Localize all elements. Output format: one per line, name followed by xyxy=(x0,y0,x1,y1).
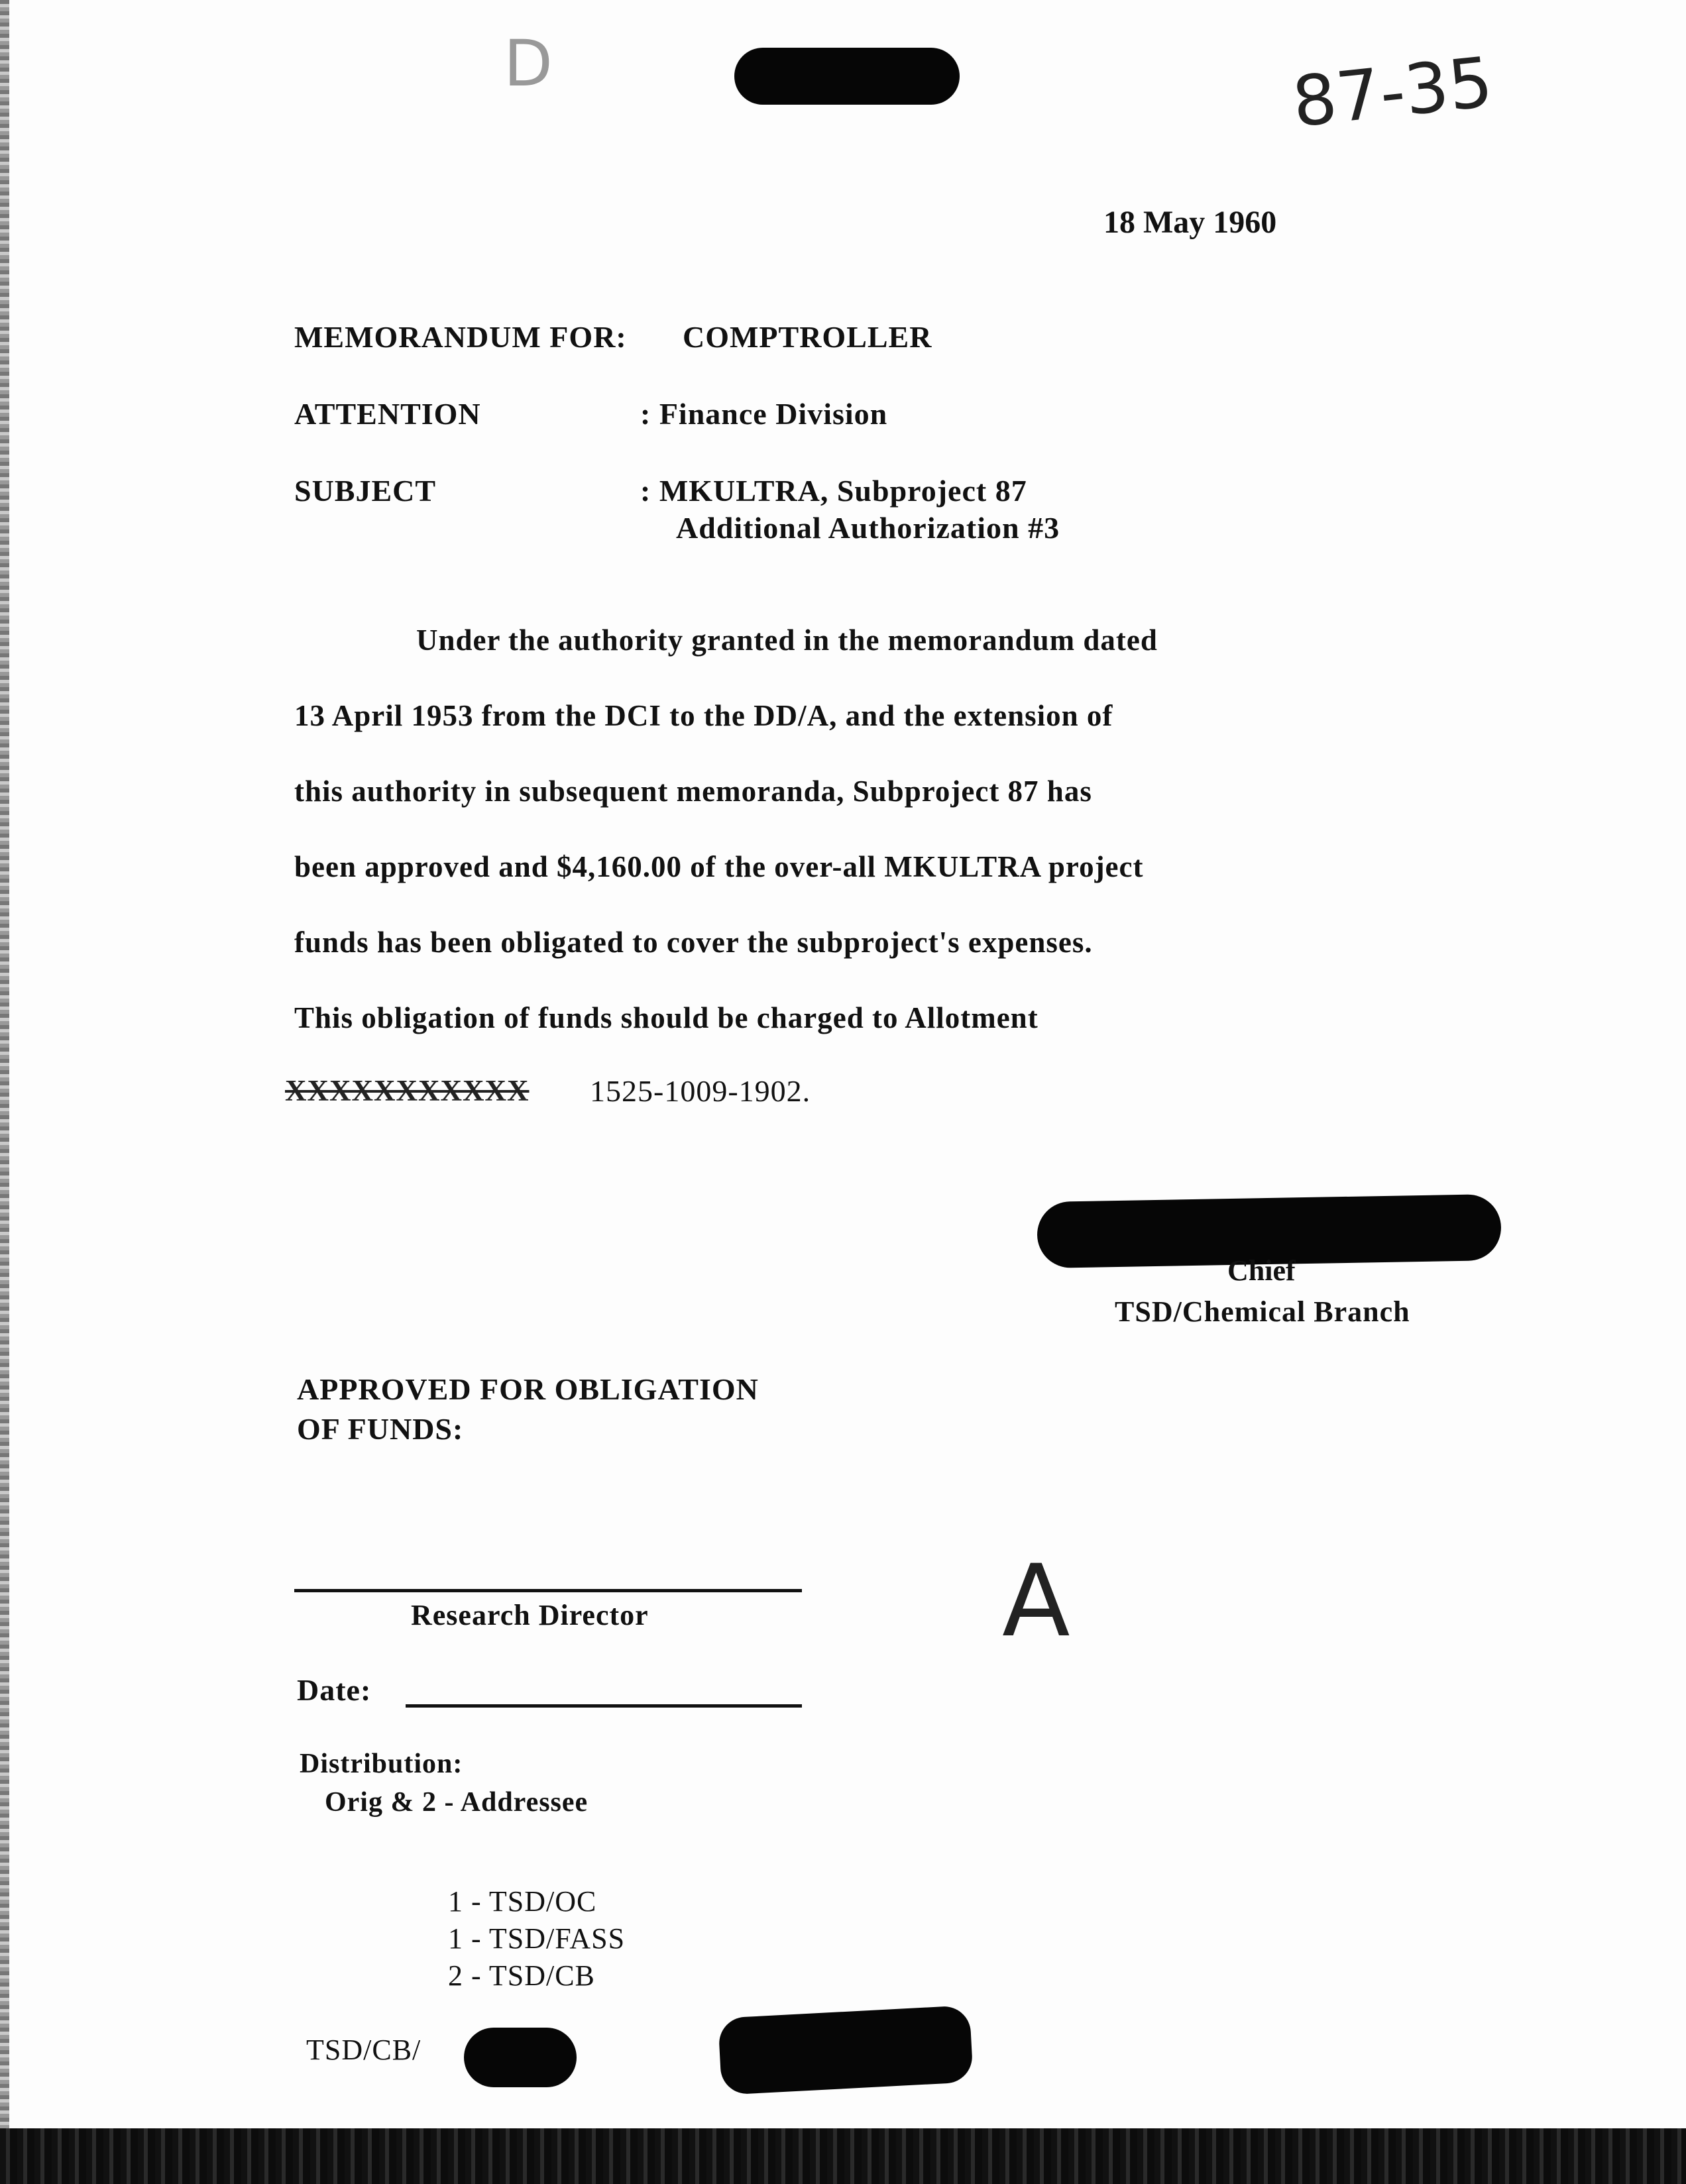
date-label: Date: xyxy=(297,1673,372,1707)
redaction-originator xyxy=(464,2028,577,2087)
body-line: This obligation of funds should be charged to Allotment xyxy=(294,1001,1039,1034)
research-director-signature-line xyxy=(294,1589,802,1592)
scan-edge-left xyxy=(0,0,9,2184)
scan-edge-bottom xyxy=(0,2128,1686,2184)
distribution-label: Distribution: xyxy=(300,1749,463,1779)
distribution-item: 1 - TSD/OC xyxy=(448,1885,597,1918)
distribution-item: 2 - TSD/CB xyxy=(448,1959,595,1992)
file-number: 87-35 xyxy=(1288,41,1496,143)
signer-title: Chief xyxy=(1227,1254,1296,1287)
approval-line2: OF FUNDS: xyxy=(297,1412,464,1446)
distribution-primary: Orig & 2 - Addressee xyxy=(325,1787,589,1818)
body-line: 13 April 1953 from the DCI to the DD/A, and the extension of xyxy=(294,699,1113,732)
body-line: funds has been obligated to cover the subproject's expenses. xyxy=(294,926,1093,959)
subject-value-line2: Additional Authorization #3 xyxy=(676,511,1060,545)
handwritten-letter-mark: D xyxy=(504,27,553,101)
research-director-title: Research Director xyxy=(411,1599,649,1631)
allotment-struck-out: XXXXXXXXXXX xyxy=(285,1074,530,1107)
body-line: this authority in subsequent memoranda, Subproject 87 has xyxy=(294,775,1092,808)
body-line: Under the authority granted in the memorandum dated xyxy=(416,624,1158,657)
handwritten-initial: A xyxy=(1002,1544,1070,1659)
memo-date: 18 May 1960 xyxy=(1103,205,1277,240)
subject-label: SUBJECT xyxy=(294,474,437,508)
signer-branch: TSD/Chemical Branch xyxy=(1115,1295,1410,1328)
memorandum-for-label: MEMORANDUM FOR: xyxy=(294,320,627,354)
approval-line1: APPROVED FOR OBLIGATION xyxy=(297,1372,759,1406)
body-line: been approved and $4,160.00 of the over-all MKULTRA project xyxy=(294,850,1144,883)
date-line xyxy=(406,1704,802,1708)
redaction-bottom xyxy=(718,2005,974,2095)
redaction-top xyxy=(734,48,960,105)
subject-value-line1: : MKULTRA, Subproject 87 xyxy=(640,474,1027,508)
originator-code: TSD/CB/ xyxy=(306,2034,422,2066)
allotment-number: 1525-1009-1902. xyxy=(590,1074,811,1108)
distribution-item: 1 - TSD/FASS xyxy=(448,1922,626,1955)
memorandum-for-value: COMPTROLLER xyxy=(683,320,932,354)
attention-value: : Finance Division xyxy=(640,397,888,431)
attention-label: ATTENTION xyxy=(294,397,481,431)
